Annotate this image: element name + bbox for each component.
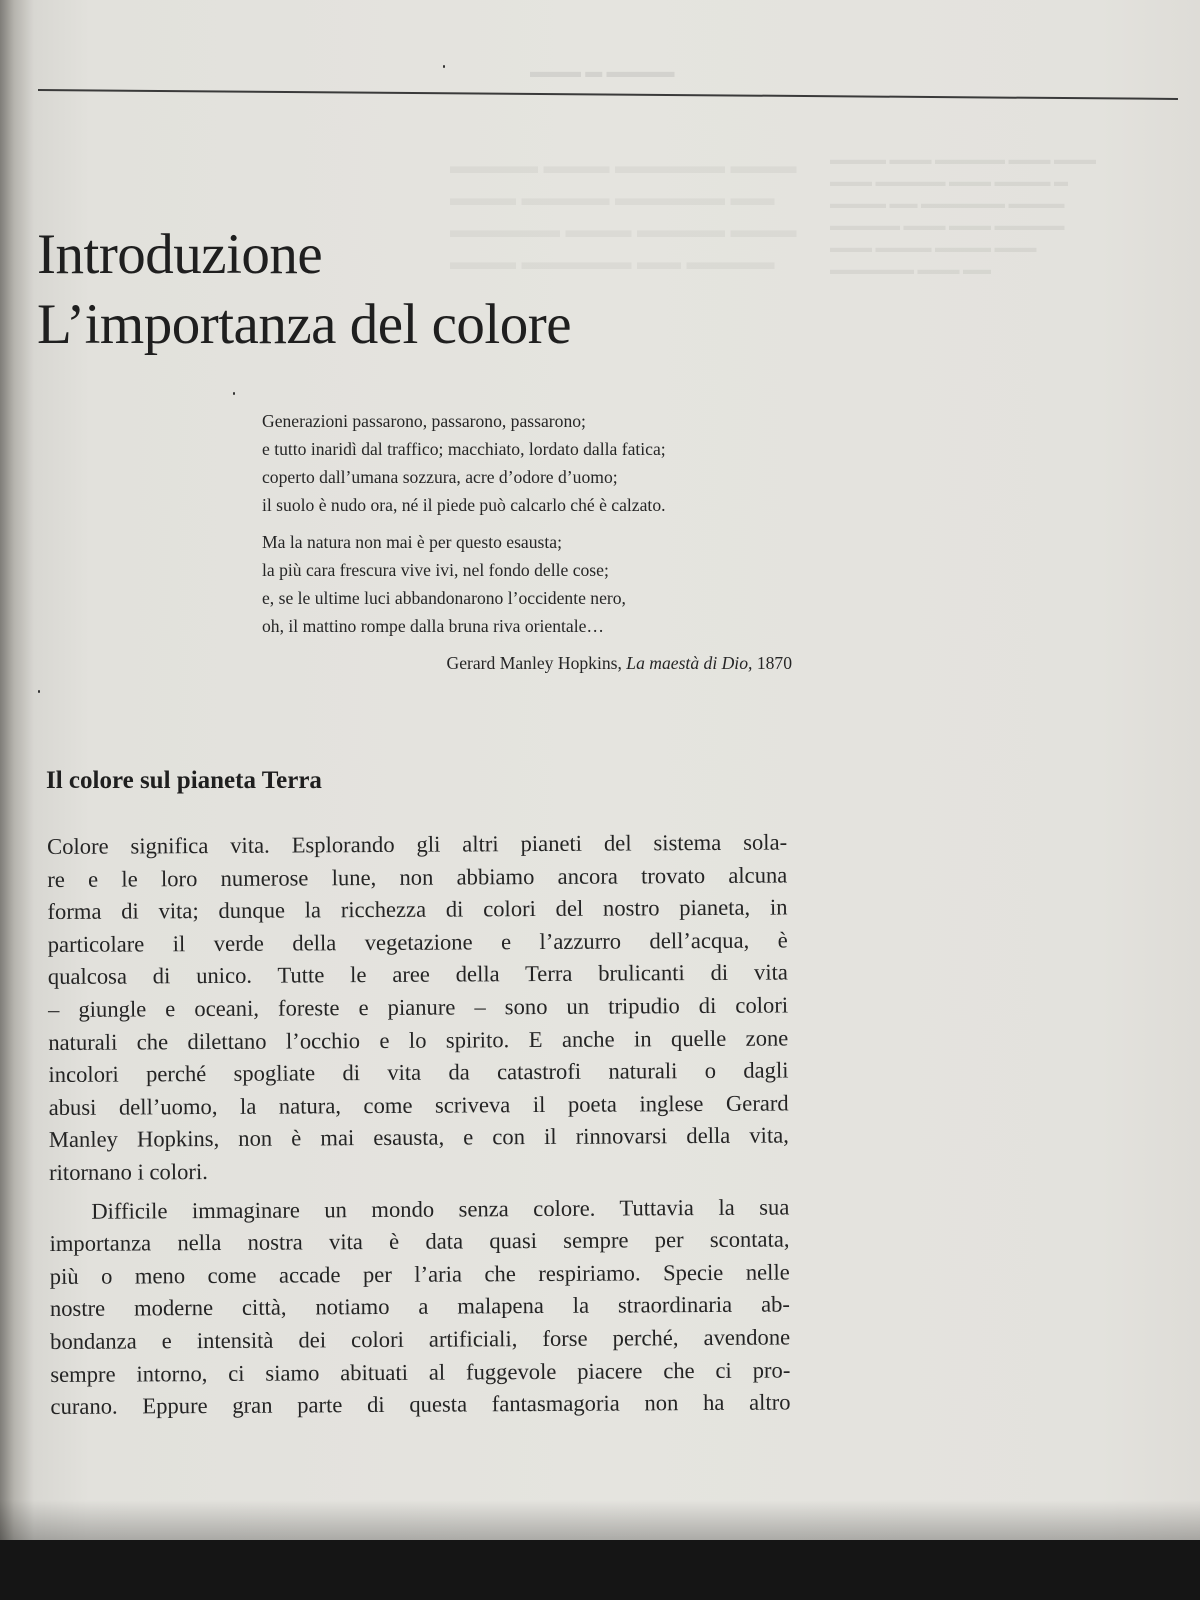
- poem-line: Generazioni passarono, passarono, passarono;: [262, 411, 586, 431]
- text-line: – giungle e oceani, foreste e pianure – sono un tripudio di colori: [48, 992, 789, 1022]
- text-line: abusi dell’uomo, la natura, come scriveva il poeta inglese Gerard: [48, 1090, 789, 1120]
- attribution-year: 1870: [756, 653, 792, 673]
- poem-line: e, se le ultime luci abbandonarono l’occidente nero,: [262, 588, 626, 608]
- title-line-2: L’importanza del colore: [37, 293, 572, 356]
- bleed-through-text: ▬▬▬ ▬ ▬▬▬▬: [530, 62, 675, 81]
- section-heading: Il colore sul pianeta Terra: [46, 767, 322, 794]
- text-line: Colore significa vita. Esplorando gli altri pianeti del sistema sola-: [47, 829, 788, 859]
- text-line: ritornano i colori.: [49, 1158, 208, 1185]
- text-line: Manley Hopkins, non è mai esausta, e con il rinnovarsi della vita,: [48, 1122, 789, 1153]
- epigraph-poem: [262, 407, 792, 677]
- paper-speck: [233, 392, 235, 395]
- text-line: curano. Eppure gran parte di questa fantasmagoria non ha altro: [50, 1389, 791, 1420]
- paper-speck: [38, 690, 40, 693]
- body-text: [47, 826, 791, 1423]
- text-line: nostre moderne città, notiamo a malapena la straordinaria ab-: [49, 1291, 790, 1322]
- text-line: forma di vita; dunque la ricchezza di colori del nostro pianeta, in: [47, 894, 788, 925]
- poem-line: coperto dall’umana sozzura, acre d’odore d’uomo;: [262, 467, 618, 487]
- poem-line: il suolo è nudo ora, né il piede può calcarlo ché è calzato.: [262, 495, 666, 515]
- text-line: sempre intorno, ci siamo abituati al fuggevole piacere che ci pro-: [50, 1356, 791, 1387]
- poem-line: la più cara frescura vive ivi, nel fondo delle cose;: [262, 560, 609, 580]
- text-line: Difficile immaginare un mondo senza colore. Tuttavia la sua: [91, 1194, 790, 1224]
- text-line: incolori perché spogliate di vita da catastrofi naturali o dagli: [48, 1057, 789, 1088]
- title-line-1: Introduzione: [37, 223, 323, 286]
- poem-line: oh, il mattino rompe dalla bruna riva orientale…: [262, 616, 604, 636]
- text-line: particolare il verde della vegetazione e l’azzurro dell’acqua, è: [47, 927, 788, 957]
- paragraph-2: [49, 1191, 790, 1424]
- poem-stanza-1: [262, 407, 792, 519]
- text-line: qualcosa di unico. Tutte le aree della Terra brulicanti di vita: [47, 959, 788, 990]
- page-shadow: [0, 1500, 1200, 1540]
- attribution-work: La maestà di Dio,: [626, 653, 753, 673]
- header-rule: [38, 89, 1178, 100]
- paragraph-1: [47, 826, 789, 1189]
- text-line: importanza nella nostra vita è data quasi sempre per scontata,: [49, 1226, 790, 1257]
- text-line: bondanza e intensità dei colori artificiali, forse perché, avendone: [50, 1324, 791, 1354]
- bleed-through-text: ▬▬▬▬ ▬▬▬ ▬▬▬▬▬ ▬▬▬ ▬▬▬ ▬▬▬ ▬▬▬▬▬ ▬▬▬ ▬▬▬▬ ▬ ▬▬▬▬ ▬▬ ▬▬▬▬▬▬ ▬▬▬▬ ▬▬▬▬▬ ▬▬▬ ▬▬▬ ▬▬▬▬▬ ▬▬▬ ▬▬▬▬ ▬▬▬▬ ▬▬▬ ▬▬▬▬▬▬ ▬▬▬ ▬▬: [830, 153, 1096, 278]
- paper-speck: [443, 65, 445, 68]
- bleed-through-text: ▬▬▬▬ ▬▬▬ ▬▬▬▬▬ ▬▬▬ ▬▬▬ ▬▬▬▬ ▬▬▬▬▬ ▬▬ ▬▬▬▬▬ ▬▬▬ ▬▬▬▬ ▬▬▬ ▬▬▬ ▬▬▬▬▬ ▬▬ ▬▬▬▬: [450, 153, 797, 274]
- background-surface: [0, 1540, 1200, 1600]
- poem-stanza-2: [262, 528, 792, 640]
- poem-line: e tutto inaridì dal traffico; macchiato, lordato dalla fatica;: [262, 439, 666, 459]
- text-line: più o meno come accade per l’aria che respiriamo. Specie nelle: [49, 1259, 790, 1289]
- poem-line: Ma la natura non mai è per questo esausta;: [262, 532, 562, 552]
- attribution-author: Gerard Manley Hopkins,: [446, 653, 622, 673]
- text-line: re e le loro numerose lune, non abbiamo ancora trovato alcuna: [47, 862, 788, 892]
- poem-attribution: [262, 649, 792, 677]
- page-title: [37, 220, 571, 360]
- text-line: naturali che dilettano l’occhio e lo spirito. E anche in quelle zone: [48, 1025, 789, 1055]
